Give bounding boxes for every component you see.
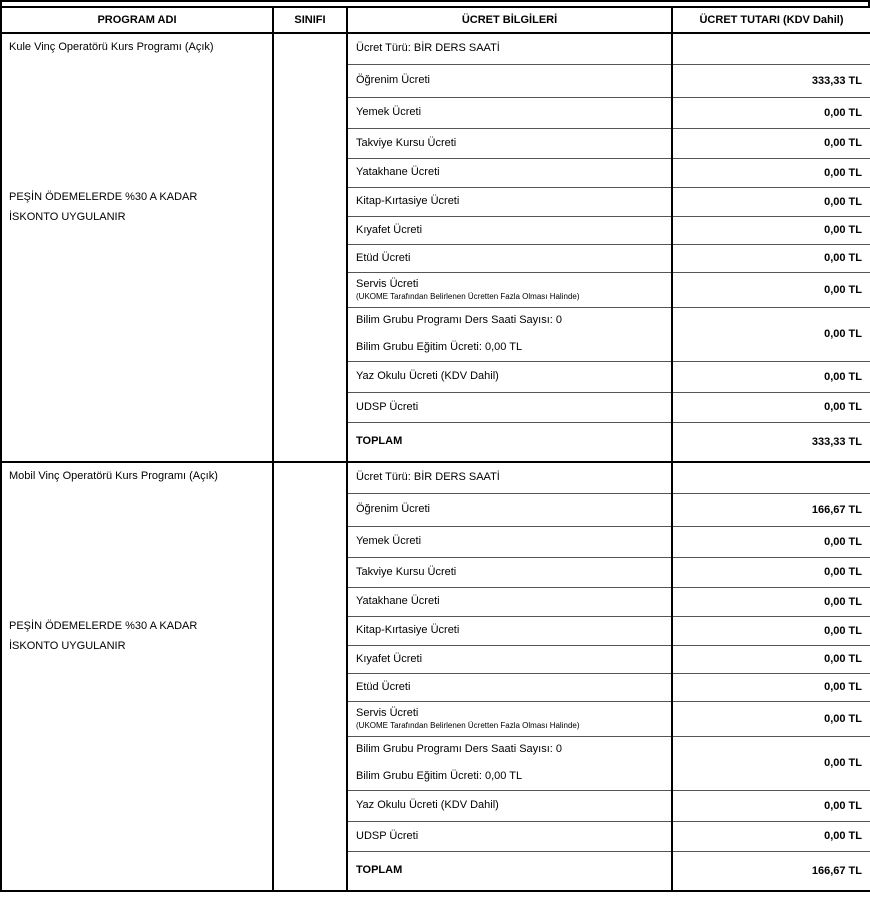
fee-label-cell: [347, 244, 672, 272]
fee-label: Bilim Grubu Programı Ders Saati Sayısı: 0: [356, 314, 563, 326]
program-cell: [1, 33, 273, 462]
fee-label-cell: [347, 645, 672, 673]
fee-sublabel: (UKOME Tarafından Belirlenen Ücretten Fazla Olması Halinde): [356, 721, 580, 730]
fee-table: [0, 6, 870, 892]
fee-value-cell: 0,00 TL: [672, 673, 870, 701]
fee-label: Etüd Ücreti: [356, 680, 411, 693]
fee-label-cell: [347, 158, 672, 187]
column-header-ucret-bilgileri: ÜCRET BİLGİLERİ: [347, 7, 672, 33]
fee-label: Yatakhane Ücreti: [356, 595, 440, 607]
fee-label-cell: [347, 422, 672, 462]
fee-label: Etüd Ücreti: [356, 251, 411, 264]
program-name: Kule Vinç Operatörü Kurs Programı (Açık): [9, 41, 214, 53]
fee-label-cell: [347, 33, 672, 64]
fee-label-cell: [347, 216, 672, 244]
fee-sublabel: (UKOME Tarafından Belirlenen Ücretten Fazla Olması Halinde): [356, 292, 580, 301]
program-cell: [1, 462, 273, 891]
fee-label: Yaz Okulu Ücreti (KDV Dahil): [356, 799, 499, 811]
fee-label-cell: [347, 701, 672, 736]
column-header-ucret-tutari: ÜCRET TUTARI (KDV Dahil): [672, 7, 870, 33]
fee-value-cell: 166,67 TL: [672, 851, 870, 891]
fee-value-cell: 0,00 TL: [672, 790, 870, 821]
fee-label: Ücret Türü: BİR DERS SAATİ: [356, 42, 500, 55]
column-header-program-adi: PROGRAM ADI: [1, 7, 273, 33]
discount-note-line1: PEŞİN ÖDEMELERDE %30 A KADAR: [9, 620, 198, 632]
fee-value-cell: 0,00 TL: [672, 736, 870, 790]
fee-value-cell: 166,67 TL: [672, 493, 870, 526]
fee-label: Kıyafet Ücreti: [356, 652, 423, 665]
fee-label: Yemek Ücreti: [356, 106, 422, 118]
discount-note-line2: İSKONTO UYGULANIR: [9, 640, 126, 652]
fee-label-cell: [347, 587, 672, 616]
fee-label-cell: [347, 616, 672, 645]
fee-value-cell: 0,00 TL: [672, 616, 870, 645]
fee-row: [1, 462, 870, 493]
fee-label-cell: [347, 187, 672, 216]
fee-label-cell: [347, 557, 672, 587]
fee-value-cell: [672, 462, 870, 493]
fee-value-cell: 0,00 TL: [672, 128, 870, 158]
fee-label: Yatakhane Ücreti: [356, 166, 440, 178]
fee-value-cell: 0,00 TL: [672, 557, 870, 587]
discount-note: [2, 187, 272, 227]
fee-value-cell: 0,00 TL: [672, 821, 870, 851]
fee-label-cell: [347, 736, 672, 790]
fee-label-cell: [347, 526, 672, 557]
fee-value-cell: 0,00 TL: [672, 526, 870, 557]
fee-label-cell: [347, 673, 672, 701]
fee-label-cell: [347, 97, 672, 128]
fee-label-cell: [347, 128, 672, 158]
fee-value-cell: 0,00 TL: [672, 158, 870, 187]
fee-value-cell: 0,00 TL: [672, 587, 870, 616]
fee-value-cell: 0,00 TL: [672, 701, 870, 736]
fee-label: Öğrenim Ücreti: [356, 74, 430, 86]
fee-value-cell: 0,00 TL: [672, 645, 870, 673]
fee-label-cell: [347, 493, 672, 526]
fee-value-cell: 0,00 TL: [672, 392, 870, 422]
fee-label: Kıyafet Ücreti: [356, 223, 423, 236]
fee-value-cell: 0,00 TL: [672, 361, 870, 392]
fee-label-cell: [347, 392, 672, 422]
header-row: [1, 7, 870, 33]
fee-label: UDSP Ücreti: [356, 400, 419, 413]
fee-label: Servis Ücreti: [356, 707, 419, 719]
discount-note: [2, 616, 272, 656]
discount-note-line2: İSKONTO UYGULANIR: [9, 211, 126, 223]
fee-value-cell: 333,33 TL: [672, 422, 870, 462]
fee-label: UDSP Ücreti: [356, 829, 419, 842]
fee-label: Yaz Okulu Ücreti (KDV Dahil): [356, 370, 499, 382]
fee-label-cell: [347, 361, 672, 392]
fee-value-cell: 0,00 TL: [672, 187, 870, 216]
discount-note-line1: PEŞİN ÖDEMELERDE %30 A KADAR: [9, 191, 198, 203]
fee-label-cell: [347, 851, 672, 891]
fee-label-cell: [347, 64, 672, 97]
fee-value-cell: 0,00 TL: [672, 97, 870, 128]
fee-label: Takviye Kursu Ücreti: [356, 565, 457, 578]
fee-value-cell: 0,00 TL: [672, 272, 870, 307]
fee-label-line2: Bilim Grubu Eğitim Ücreti: 0,00 TL: [356, 770, 523, 782]
fee-label-line2: Bilim Grubu Eğitim Ücreti: 0,00 TL: [356, 341, 523, 353]
fee-value-cell: [672, 33, 870, 64]
fee-label: TOPLAM: [356, 435, 403, 448]
fee-label: Bilim Grubu Programı Ders Saati Sayısı: 0: [356, 743, 563, 755]
fee-value-cell: 333,33 TL: [672, 64, 870, 97]
sinif-cell: [273, 462, 347, 891]
fee-value-cell: 0,00 TL: [672, 244, 870, 272]
fee-value-cell: 0,00 TL: [672, 216, 870, 244]
fee-label: Yemek Ücreti: [356, 535, 422, 547]
fee-label: Kitap-Kırtasiye Ücreti: [356, 624, 460, 636]
program-block: [1, 462, 870, 891]
program-block: [1, 33, 870, 462]
fee-label-cell: [347, 272, 672, 307]
sinif-cell: [273, 33, 347, 462]
fee-label: Ücret Türü: BİR DERS SAATİ: [356, 471, 500, 484]
column-header-sinifi: SINIFI: [273, 7, 347, 33]
fee-value-cell: 0,00 TL: [672, 307, 870, 361]
fee-label: Takviye Kursu Ücreti: [356, 136, 457, 149]
fee-label-cell: [347, 462, 672, 493]
program-name: Mobil Vinç Operatörü Kurs Programı (Açık): [9, 470, 218, 482]
fee-label-cell: [347, 821, 672, 851]
fee-label: Öğrenim Ücreti: [356, 503, 430, 515]
table-header: [1, 7, 870, 33]
fee-label-cell: [347, 790, 672, 821]
fee-label-cell: [347, 307, 672, 361]
fee-label: Kitap-Kırtasiye Ücreti: [356, 195, 460, 207]
fee-row: [1, 33, 870, 64]
fee-label: TOPLAM: [356, 864, 403, 877]
fee-label: Servis Ücreti: [356, 278, 419, 290]
